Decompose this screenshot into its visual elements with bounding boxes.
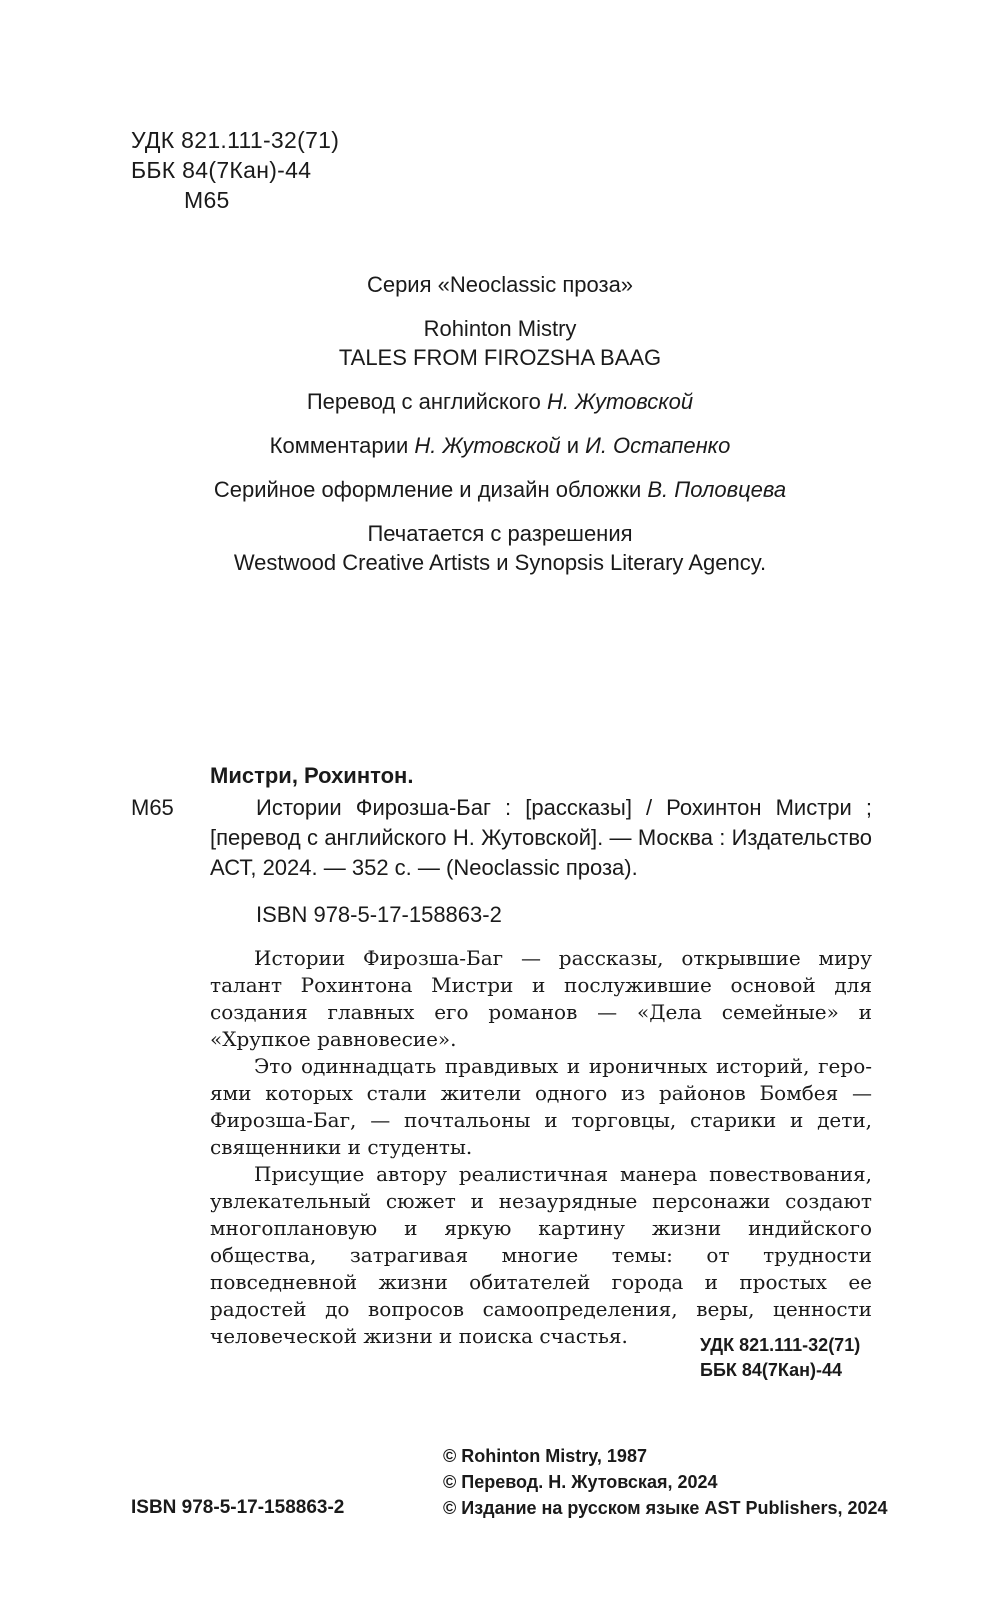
comments-prefix: Комментарии bbox=[269, 433, 415, 458]
card-bbk: ББК 84(7Кан)-44 bbox=[700, 1360, 842, 1380]
translation-line bbox=[0, 387, 1000, 416]
copyright-translation: © Перевод. Н. Жутовская, 2024 bbox=[443, 1472, 718, 1492]
card-description-line-1: Истории Фирозша-Баг : [рассказы] / Рохинтон Мистри ; bbox=[256, 795, 872, 820]
bbk-code: ББК 84(7Кан)-44 bbox=[131, 157, 312, 183]
commentator-1: Н. Жутовской bbox=[414, 433, 561, 458]
author-mark: М65 bbox=[184, 187, 230, 213]
copyright-edition: © Издание на русском языке AST Publishers, 2024 bbox=[443, 1498, 888, 1518]
comments-line bbox=[0, 431, 1000, 460]
card-udk: УДК 821.111-32(71) bbox=[700, 1335, 861, 1355]
footer-isbn: ISBN 978-5-17-158863-2 bbox=[131, 1497, 345, 1518]
commentator-2: И. Остапенко bbox=[585, 433, 731, 458]
original-title: TALES FROM FIROZSHA BAAG bbox=[338, 345, 662, 370]
design-prefix: Серийное оформление и дизайн обложки bbox=[213, 477, 648, 502]
annotation-paragraph: Присущие автору реалистичная манера повествования, увлекательный сюжет и незаурядные персонажи создают многоплановую и яркую картину жизни индийского общества, затрагивая многие темы: от трудности повседневной жизни обитателей города и простых ее радостей до вопросов самоопределения, веры, ценности человеческой жизни и поиска счастья. bbox=[210, 1162, 872, 1348]
annotation-paragraph: Истории Фирозша-Баг — рассказы, открывшие миру талант Рохинтона Мистри и послужившие основой для создания главных его романов — «Дела семейные» и «Хрупкое равновесие». bbox=[210, 946, 872, 1051]
card-isbn: ISBN 978-5-17-158863-2 bbox=[256, 902, 502, 927]
original-author: Rohinton Mistry bbox=[423, 316, 577, 341]
udk-code: УДК 821.111-32(71) bbox=[131, 127, 340, 153]
permission-line-2: Westwood Creative Artists и Synopsis Literary Agency. bbox=[233, 550, 767, 575]
designer-name: В. Половцева bbox=[647, 477, 787, 502]
translation-prefix: Перевод с английского bbox=[306, 389, 547, 414]
annotation-paragraph: Это одиннадцать правдивых и ироничных историй, героями которых стали жители одного из районов Бомбея — Фирозша-Баг, — почтальоны и торговцы, старики и дети, священники и студенты. bbox=[210, 1054, 872, 1159]
series-line: Серия «Neoclassic проза» bbox=[366, 272, 634, 297]
card-description-line-2: [перевод с английского Н. Жутовской]. — Москва : Издательство bbox=[210, 825, 872, 850]
comments-and: и bbox=[560, 433, 586, 458]
card-author-mark: М65 bbox=[131, 795, 174, 820]
design-line bbox=[0, 475, 1000, 504]
translator-name: Н. Жутовской bbox=[546, 389, 694, 414]
copyright-author: © Rohinton Mistry, 1987 bbox=[443, 1446, 647, 1466]
card-author-heading: Мистри, Рохинтон. bbox=[210, 763, 414, 788]
annotation bbox=[210, 945, 872, 1350]
card-description-line-3: АСТ, 2024. — 352 с. — (Neoclassic проза). bbox=[210, 855, 638, 880]
permission-line-1: Печатается с разрешения bbox=[367, 521, 633, 546]
